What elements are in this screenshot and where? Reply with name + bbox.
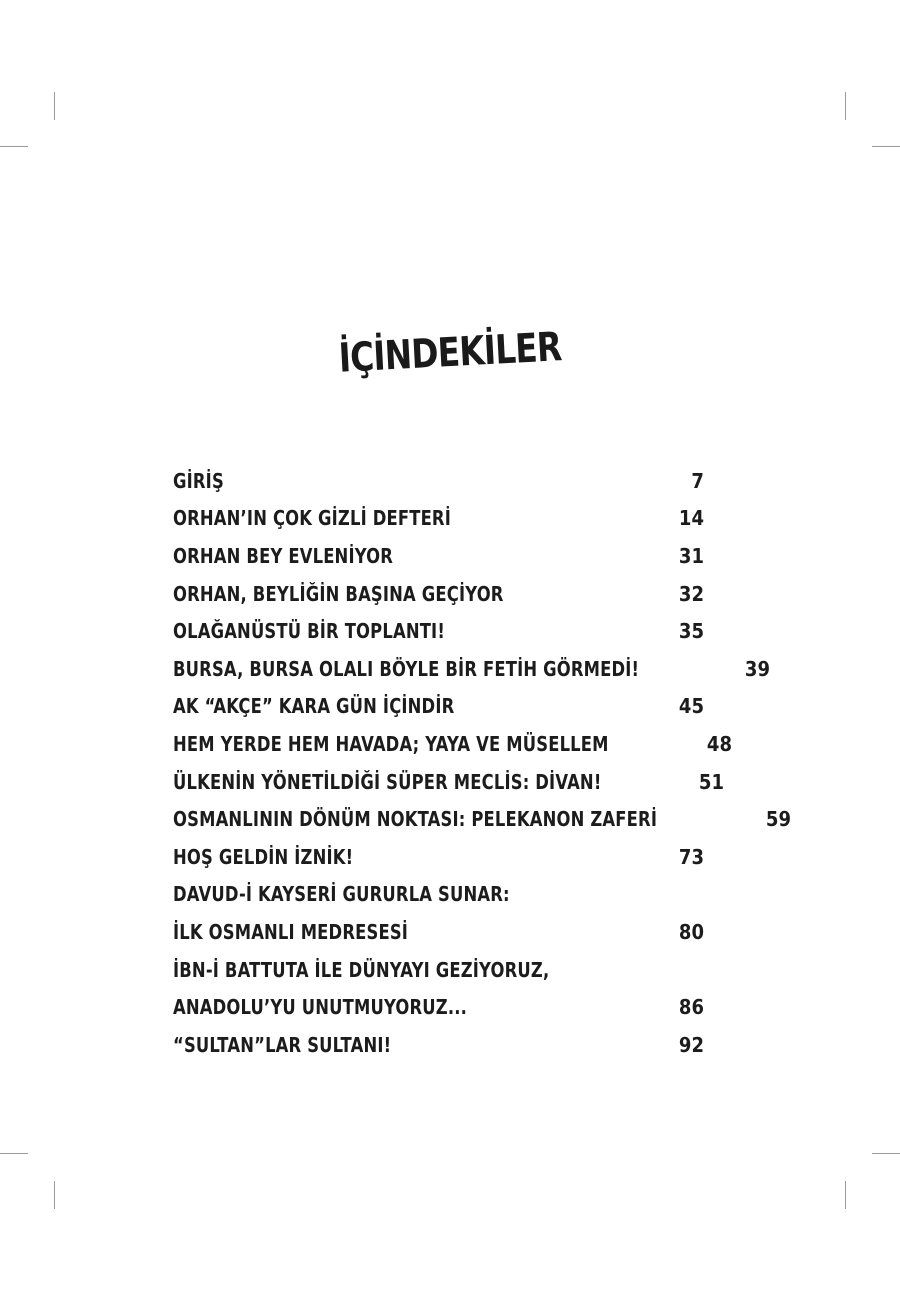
toc-entry-page: 14 <box>678 506 704 531</box>
toc-entry <box>173 763 724 801</box>
toc-entry-page: 32 <box>678 581 704 606</box>
toc-entry <box>173 688 704 726</box>
crop-mark-top-right-horizontal <box>872 146 900 147</box>
toc-entry-page: 51 <box>698 769 724 794</box>
toc-entry <box>173 913 704 951</box>
toc-entry-title: ORHAN’IN ÇOK GİZLİ DEFTERİ <box>173 506 452 531</box>
table-of-contents <box>173 462 792 1064</box>
toc-entry-page: 39 <box>744 656 770 681</box>
toc-entry-page: 45 <box>678 694 704 719</box>
crop-mark-top-left-vertical <box>54 92 55 120</box>
toc-entry-page: 31 <box>678 543 704 568</box>
crop-mark-top-left-horizontal <box>0 146 28 147</box>
toc-entry-page: 86 <box>678 995 704 1020</box>
toc-entry-title: İBN-İ BATTUTA İLE DÜNYAYI GEZİYORUZ, <box>173 957 550 982</box>
toc-entry-title: HEM YERDE HEM HAVADA; YAYA VE MÜSELLEM <box>173 731 609 756</box>
toc-entry <box>173 725 733 763</box>
toc-entry-page: 35 <box>678 619 704 644</box>
toc-entry-title: OLAĞANÜSTÜ BİR TOPLANTI! <box>173 619 445 644</box>
toc-entry-title: ORHAN BEY EVLENİYOR <box>173 543 394 568</box>
toc-entry <box>173 800 792 838</box>
toc-entry <box>173 612 704 650</box>
toc-entry-title: AK “AKÇE” KARA GÜN İÇİNDİR <box>173 694 455 719</box>
toc-entry <box>173 876 704 914</box>
toc-entry-title: “SULTAN”LAR SULTANI! <box>173 1032 392 1057</box>
toc-entry-page: 7 <box>691 468 704 493</box>
toc-entry <box>173 650 770 688</box>
toc-entry <box>173 838 704 876</box>
toc-entry-title: HOŞ GELDİN İZNİK! <box>173 844 354 869</box>
page-title: İÇİNDEKİLER <box>337 324 563 382</box>
toc-entry-title: ORHAN, BEYLİĞİN BAŞINA GEÇİYOR <box>173 581 504 606</box>
crop-mark-top-right-vertical <box>845 92 846 120</box>
toc-entry-page: 80 <box>678 919 704 944</box>
crop-mark-bottom-right-vertical <box>845 1181 846 1209</box>
toc-entry <box>173 1026 704 1064</box>
toc-entry-title: ÜLKENİN YÖNETİLDİĞİ SÜPER MECLİS: DİVAN! <box>173 769 602 794</box>
toc-entry-page: 73 <box>678 844 704 869</box>
toc-entry <box>173 951 704 989</box>
crop-mark-bottom-right-horizontal <box>872 1153 900 1154</box>
toc-entry-title: BURSA, BURSA OLALI BÖYLE BİR FETİH GÖRMEDİ! <box>173 656 640 681</box>
toc-entry-title: OSMANLININ DÖNÜM NOKTASI: PELEKANON ZAFERİ <box>173 807 658 832</box>
toc-entry-page: 92 <box>678 1032 704 1057</box>
crop-mark-bottom-left-vertical <box>54 1181 55 1209</box>
toc-entry <box>173 500 704 538</box>
crop-mark-bottom-left-horizontal <box>0 1153 28 1154</box>
toc-entry-page: 48 <box>707 731 733 756</box>
toc-entry-title: GİRİŞ <box>173 468 224 493</box>
toc-entry-page: 59 <box>766 807 792 832</box>
toc-entry <box>173 575 704 613</box>
toc-entry-title: İLK OSMANLI MEDRESESİ <box>173 919 409 944</box>
toc-entry <box>173 988 704 1026</box>
toc-entry <box>173 462 704 500</box>
toc-entry-title: ANADOLU’YU UNUTMUYORUZ... <box>173 995 468 1020</box>
toc-entry <box>173 537 704 575</box>
toc-entry-title: DAVUD-İ KAYSERİ GURURLA SUNAR: <box>173 882 510 907</box>
